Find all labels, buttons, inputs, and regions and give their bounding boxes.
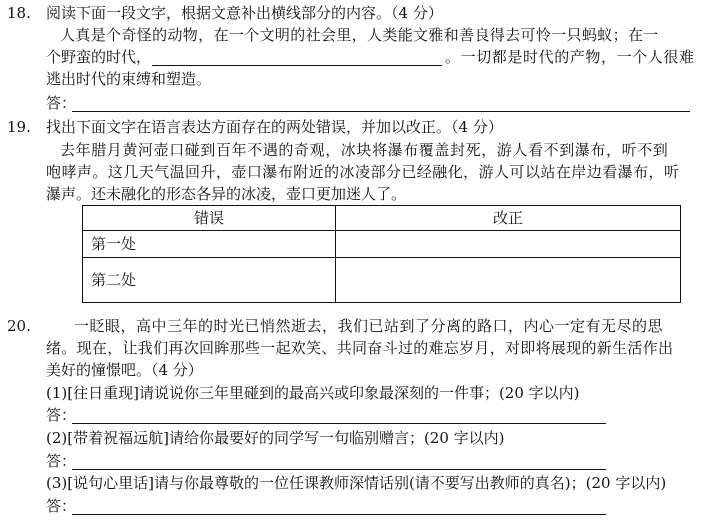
passage-line: 美好的憧憬吧。（4 分） <box>46 361 203 379</box>
answer-label: 答： <box>46 406 77 424</box>
table-header-row <box>83 206 681 231</box>
table-cell-correction[interactable] <box>336 258 681 303</box>
answer-label: 答： <box>46 452 77 470</box>
passage-line: 。一切都是时代的产物，一个人很难 <box>445 48 695 66</box>
sub-question-prompt: (2)[带着祝福远航]请给你最要好的同学写一句临别赠言；(20 字以内) <box>46 429 505 447</box>
passage-line: 咆哮声。这几天气温回升，壶口瀑布附近的冰凌部分已经融化，游人可以站在岸边看瀑布，听 <box>46 163 680 181</box>
table-row <box>83 231 681 258</box>
blank-line[interactable] <box>152 65 442 66</box>
question-prompt: 阅读下面一段文字，根据文意补出横线部分的内容。（4 分） <box>46 4 443 22</box>
answer-line[interactable] <box>72 111 690 112</box>
passage-line: 一眨眼，高中三年的时光已悄然逝去，我们已站到了分离的路口，内心一定有无尽的思 <box>74 317 664 335</box>
answer-line[interactable] <box>72 469 606 470</box>
table-cell-error: 第二处 <box>83 258 336 303</box>
passage-line: 个野蛮的时代， <box>46 48 152 66</box>
answer-line[interactable] <box>72 423 606 424</box>
answer-line[interactable] <box>72 514 606 515</box>
passage-line: 逃出时代的束缚和塑造。 <box>46 70 212 88</box>
passage-line: 绪。现在，让我们再次回眸那些一起欢笑、共同奋斗过的难忘岁月，对即将展现的新生活作出 <box>46 339 674 357</box>
table-header: 改正 <box>336 206 681 231</box>
table-cell-correction[interactable] <box>336 231 681 258</box>
question-number: 18. <box>7 4 31 22</box>
table-row <box>83 258 681 303</box>
question-number: 19. <box>7 118 31 136</box>
table-cell-error: 第一处 <box>83 231 336 258</box>
answer-label: 答： <box>46 497 77 515</box>
answer-label: 答： <box>46 94 77 112</box>
sub-question-prompt: (3)[说句心里话]请与你最尊敬的一位任课教师深情话别(请不要写出教师的真名)；(20 字以内) <box>46 474 667 492</box>
question-prompt: 找出下面文字在语言表达方面存在的两处错误，并加以改正。（4 分） <box>46 118 503 136</box>
passage-line: 人真是个奇怪的动物，在一个文明的社会里，人类能文雅和善良得去可怜一只蚂蚁；在一 <box>60 26 659 44</box>
table-header: 错误 <box>83 206 336 231</box>
passage-line: 瀑声。还未融化的形态各异的冰凌，壶口更加迷人了。 <box>46 185 407 203</box>
question-number: 20. <box>7 317 31 335</box>
sub-question-prompt: (1)[往日重现]请说说你三年里碰到的最高兴或印象最深刻的一件事；(20 字以内) <box>46 384 580 402</box>
correction-table <box>82 205 681 303</box>
passage-line: 去年腊月黄河壶口碰到百年不遇的奇观，冰块将瀑布覆盖封死，游人看不到瀑布，听不到 <box>60 141 669 159</box>
